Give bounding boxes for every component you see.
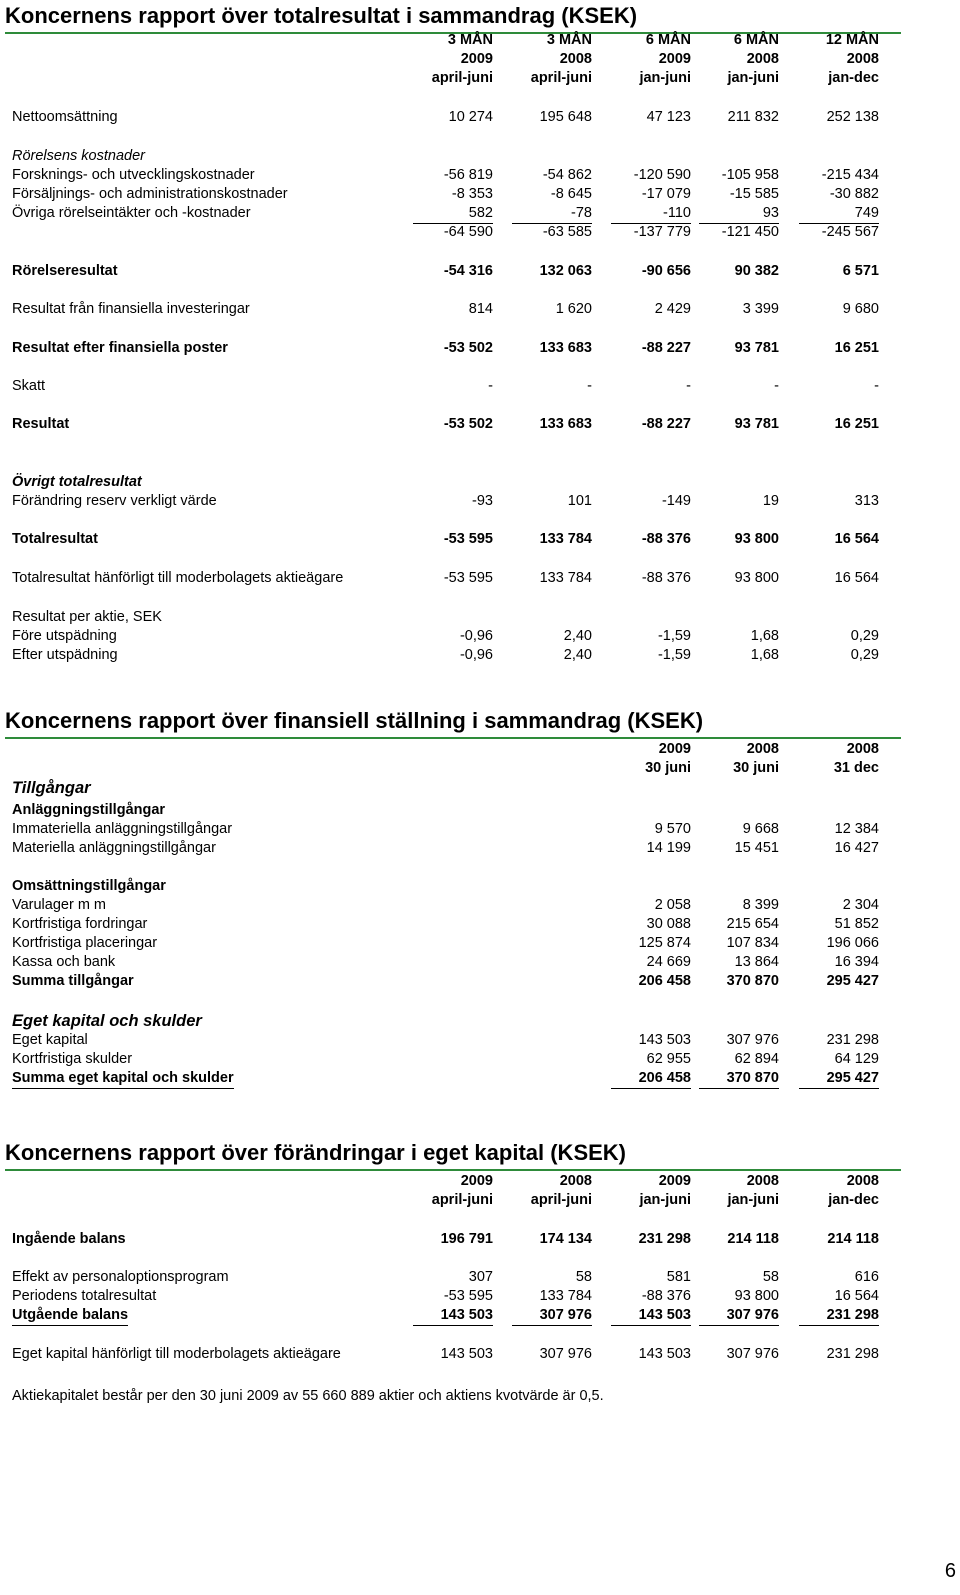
equity-row-value: 58	[575, 1269, 592, 1285]
income-row-value: 133 784	[539, 570, 592, 586]
income-row-value: 93	[699, 204, 779, 224]
income-row-value: -0,96	[459, 628, 493, 644]
income-row-label: Resultat efter finansiella poster	[12, 340, 228, 356]
balance-row-value: 2 304	[842, 897, 879, 913]
balance-row-value: 51 852	[834, 916, 879, 932]
income-row-value: -64 590	[443, 224, 493, 240]
balance-row	[12, 953, 894, 972]
income-row-value: 16 251	[834, 416, 879, 432]
income-row	[12, 204, 894, 223]
income-row-value: -245 567	[821, 224, 879, 240]
equity-row-value: 231 298	[826, 1346, 879, 1362]
equity-row-value: 143 503	[611, 1306, 691, 1326]
income-row-value: -93	[472, 493, 493, 509]
equity-header-cell: april-juni	[530, 1192, 592, 1208]
balance-title-rule	[5, 737, 901, 739]
balance-row	[12, 779, 894, 798]
income-row-label: Rörelsens kostnader	[12, 148, 145, 164]
income-header-cell: jan-dec	[828, 70, 879, 86]
income-row-value: 93 781	[734, 340, 779, 356]
balance-header-row	[12, 759, 894, 778]
equity-header-cell: 2009	[460, 1173, 493, 1189]
equity-row-value: 581	[666, 1269, 691, 1285]
balance-header-cell: 2008	[846, 741, 879, 757]
balance-row-value: 206 458	[611, 1069, 691, 1089]
balance-row-label: Tillgångar	[12, 779, 91, 797]
income-row-value: -88 376	[641, 531, 691, 547]
income-row-value: -105 958	[721, 167, 779, 183]
balance-row-value: 2 058	[654, 897, 691, 913]
income-row	[12, 185, 894, 204]
income-row-value: -17 079	[641, 186, 691, 202]
equity-row-value: 143 503	[440, 1346, 493, 1362]
income-row-value: -53 502	[443, 416, 493, 432]
income-row-value: 19	[762, 493, 779, 509]
income-row-value: 1 620	[555, 301, 592, 317]
balance-row-value: 64 129	[834, 1051, 879, 1067]
income-row-value: -53 502	[443, 340, 493, 356]
balance-row-value: 30 088	[646, 916, 691, 932]
income-header-row	[12, 31, 894, 50]
income-row	[12, 415, 894, 434]
equity-row-label: Effekt av personaloptionsprogram	[12, 1269, 229, 1285]
income-row-value: 582	[413, 204, 493, 224]
income-row-value: -121 450	[721, 224, 779, 240]
balance-row-value: 215 654	[726, 916, 779, 932]
income-row-value: 0,29	[850, 628, 879, 644]
equity-row-value: 174 134	[539, 1231, 592, 1247]
equity-header-cell: 2009	[658, 1173, 691, 1189]
balance-row	[12, 820, 894, 839]
income-row-value: 90 382	[734, 263, 779, 279]
income-header-cell: 2008	[559, 51, 592, 67]
income-row-value: -78	[512, 204, 592, 224]
balance-row-value: 14 199	[646, 840, 691, 856]
income-row-value: 16 251	[834, 340, 879, 356]
equity-row-value: 133 784	[539, 1288, 592, 1304]
balance-header-cell: 31 dec	[833, 760, 879, 776]
balance-row-value: 143 503	[638, 1032, 691, 1048]
balance-row	[12, 877, 894, 896]
balance-row-label: Kortfristiga placeringar	[12, 935, 158, 951]
income-row	[12, 492, 894, 511]
equity-row-value: 214 118	[727, 1231, 779, 1247]
balance-row-label: Kassa och bank	[12, 954, 116, 970]
income-row-value: -0,96	[459, 647, 493, 663]
balance-row-value: 16 427	[834, 840, 879, 856]
income-row-value: -54 316	[443, 263, 493, 279]
income-row-value: -15 585	[729, 186, 779, 202]
balance-row	[12, 972, 894, 991]
income-row-value: -120 590	[633, 167, 691, 183]
income-row-label: Skatt	[12, 378, 46, 394]
balance-row-label: Kortfristiga fordringar	[12, 916, 148, 932]
income-row-value: 252 138	[826, 109, 879, 125]
income-row-value: 749	[799, 204, 879, 224]
income-row-value: 101	[567, 493, 592, 509]
balance-row-value: 62 894	[734, 1051, 779, 1067]
income-row-value: -215 434	[821, 167, 879, 183]
equity-header-cell: jan-dec	[828, 1192, 879, 1208]
equity-header-cell: 2008	[746, 1173, 779, 1189]
income-header-cell: 2008	[746, 51, 779, 67]
income-row	[12, 530, 894, 549]
equity-header-cell: 2008	[559, 1173, 592, 1189]
balance-row-value: 295 427	[826, 973, 879, 989]
income-row-value: -56 819	[443, 167, 493, 183]
income-row	[12, 339, 894, 358]
income-row	[12, 473, 894, 492]
income-statement-title: Koncernens rapport över totalresultat i sammandrag (KSEK)	[5, 3, 638, 28]
income-row-value: -	[774, 378, 779, 394]
balance-row-label: Summa tillgångar	[12, 973, 134, 989]
income-row	[12, 627, 909, 646]
equity-row	[12, 1287, 894, 1306]
income-row-value: -8 353	[451, 186, 493, 202]
income-row-value: 3 399	[742, 301, 779, 317]
income-row-value: -	[587, 378, 592, 394]
balance-row-label: Summa eget kapital och skulder	[12, 1069, 234, 1089]
balance-row-value: 24 669	[646, 954, 691, 970]
equity-row	[12, 1268, 894, 1287]
income-row	[12, 262, 894, 281]
equity-row-value: 58	[762, 1269, 779, 1285]
balance-row	[12, 896, 894, 915]
income-row-value: 0,29	[850, 647, 879, 663]
income-row-value: 2,40	[563, 628, 592, 644]
income-row-label: Rörelseresultat	[12, 263, 118, 279]
income-row-value: 6 571	[842, 263, 879, 279]
balance-row-value: 13 864	[734, 954, 779, 970]
equity-row-value: 307 976	[512, 1306, 592, 1326]
equity-row-value: 231 298	[638, 1231, 691, 1247]
income-row-label: Förändring reserv verkligt värde	[12, 493, 217, 509]
income-row-value: -	[488, 378, 493, 394]
income-header-cell: jan-juni	[727, 70, 779, 86]
income-row-label: Resultat per aktie, SEK	[12, 609, 162, 625]
equity-row	[12, 1230, 894, 1249]
income-row-value: -	[686, 378, 691, 394]
equity-header-row	[12, 1172, 894, 1191]
balance-header-cell: 30 juni	[733, 760, 779, 776]
equity-row-value: 196 791	[440, 1231, 493, 1247]
income-row-value: 10 274	[448, 109, 493, 125]
income-row-value: -88 376	[641, 570, 691, 586]
income-row	[12, 608, 894, 627]
income-row-value: -	[874, 378, 879, 394]
balance-row-value: 62 955	[646, 1051, 691, 1067]
income-header-cell: 12 MÅN	[825, 32, 879, 48]
income-row-value: 1,68	[750, 647, 779, 663]
equity-row-value: 16 564	[834, 1288, 879, 1304]
equity-row-label: Periodens totalresultat	[12, 1288, 157, 1304]
income-row-value: -1,59	[657, 647, 691, 663]
income-row-value: -90 656	[641, 263, 691, 279]
income-row	[12, 300, 894, 319]
balance-row	[12, 801, 894, 820]
income-row-value: 195 648	[539, 109, 592, 125]
income-row-value: -88 227	[641, 416, 691, 432]
balance-row-value: 370 870	[726, 973, 779, 989]
income-row-value: 16 564	[834, 570, 879, 586]
equity-row-value: 143 503	[638, 1346, 691, 1362]
equity-header-row	[12, 1191, 894, 1210]
balance-sheet-title: Koncernens rapport över finansiell ställning i sammandrag (KSEK)	[5, 708, 704, 733]
page-number: 6	[944, 1560, 956, 1582]
equity-row-value: 143 503	[413, 1306, 493, 1326]
equity-row-value: 616	[854, 1269, 879, 1285]
income-row-value: -63 585	[542, 224, 592, 240]
income-row-value: 133 683	[539, 416, 592, 432]
income-row-value: -88 227	[641, 340, 691, 356]
income-row-label: Övriga rörelseintäkter och -kostnader	[12, 205, 251, 221]
income-row-value: 93 800	[734, 531, 779, 547]
balance-row-value: 307 976	[726, 1032, 779, 1048]
equity-header-cell: april-juni	[431, 1192, 493, 1208]
income-row-label: Totalresultat	[12, 531, 98, 547]
income-row-value: -53 595	[443, 531, 493, 547]
balance-row-value: 16 394	[834, 954, 879, 970]
income-row-value: 313	[854, 493, 879, 509]
balance-row	[12, 1069, 894, 1088]
equity-row-value: 231 298	[799, 1306, 879, 1326]
balance-row	[12, 1031, 894, 1050]
balance-row	[12, 915, 894, 934]
equity-row	[12, 1306, 894, 1325]
income-row-label: Forsknings- och utvecklingskostnader	[12, 167, 255, 183]
income-row-value: 16 564	[834, 531, 879, 547]
income-row	[12, 646, 909, 665]
income-row-value: 9 680	[842, 301, 879, 317]
income-row-value: 93 781	[734, 416, 779, 432]
income-row-value: -1,59	[657, 628, 691, 644]
income-header-cell: jan-juni	[639, 70, 691, 86]
balance-row-label: Anläggningstillgångar	[12, 802, 166, 818]
equity-row-value: 307 976	[726, 1346, 779, 1362]
balance-header-cell: 2008	[746, 741, 779, 757]
income-row	[12, 377, 894, 396]
income-header-cell: april-juni	[431, 70, 493, 86]
income-row-value: -110	[611, 204, 691, 224]
income-row-value: 47 123	[646, 109, 691, 125]
income-row	[12, 223, 894, 242]
income-row-value: -53 595	[443, 570, 493, 586]
balance-row-label: Omsättningstillgångar	[12, 878, 166, 894]
income-row-label: Övrigt totalresultat	[12, 474, 142, 490]
equity-row-label: Eget kapital hänförligt till moderbolagets aktieägare	[12, 1346, 341, 1362]
income-row-label: Resultat	[12, 416, 70, 432]
balance-row-label: Kortfristiga skulder	[12, 1051, 133, 1067]
balance-row-value: 8 399	[742, 897, 779, 913]
equity-row-value: -53 595	[443, 1288, 493, 1304]
income-row-label: Nettoomsättning	[12, 109, 118, 125]
equity-row-value: 307 976	[539, 1346, 592, 1362]
balance-row-label: Materiella anläggningstillgångar	[12, 840, 216, 856]
equity-row-value: 214 118	[827, 1231, 879, 1247]
balance-row-value: 206 458	[638, 973, 691, 989]
equity-row	[12, 1345, 894, 1364]
balance-row-value: 231 298	[826, 1032, 879, 1048]
balance-row-value: 125 874	[638, 935, 691, 951]
income-row-value: 2,40	[563, 647, 592, 663]
equity-row-label: Utgående balans	[12, 1306, 128, 1326]
income-header-cell: 2008	[846, 51, 879, 67]
equity-row-value: -88 376	[641, 1288, 691, 1304]
income-row-value: -137 779	[633, 224, 691, 240]
income-row	[12, 147, 894, 166]
equity-header-cell: jan-juni	[727, 1192, 779, 1208]
balance-row-label: Immateriella anläggningstillgångar	[12, 821, 233, 837]
income-row-value: 132 063	[539, 263, 592, 279]
equity-row-value: 93 800	[734, 1288, 779, 1304]
balance-row	[12, 934, 894, 953]
income-row-label: Resultat från finansiella investeringar	[12, 301, 250, 317]
balance-row	[12, 1012, 894, 1031]
balance-row-value: 9 668	[742, 821, 779, 837]
income-row-label: Före utspädning	[12, 628, 117, 644]
equity-row-label: Ingående balans	[12, 1231, 126, 1247]
income-header-cell: 2009	[460, 51, 493, 67]
income-row-value: 2 429	[654, 301, 691, 317]
income-row	[12, 569, 894, 588]
equity-statement-title: Koncernens rapport över förändringar i eget kapital (KSEK)	[5, 1140, 627, 1165]
equity-footnote: Aktiekapitalet består per den 30 juni 2009 av 55 660 889 aktier och aktiens kvotvärde är 0,5.	[12, 1388, 604, 1404]
income-row-value: 814	[468, 301, 493, 317]
balance-header-cell: 30 juni	[645, 760, 691, 776]
balance-header-cell: 2009	[658, 741, 691, 757]
income-row-label: Totalresultat hänförligt till moderbolagets aktieägare	[12, 570, 344, 586]
balance-row	[12, 839, 894, 858]
balance-row-value: 370 870	[699, 1069, 779, 1089]
income-row-value: -54 862	[542, 167, 592, 183]
income-header-cell: 3 MÅN	[447, 32, 493, 48]
balance-header-row	[12, 740, 894, 759]
income-row-label: Försäljnings- och administrationskostnader	[12, 186, 288, 202]
income-header-row	[12, 50, 894, 69]
balance-row-value: 295 427	[799, 1069, 879, 1089]
equity-row-value: 307	[468, 1269, 493, 1285]
equity-header-cell: jan-juni	[639, 1192, 691, 1208]
balance-row-value: 12 384	[834, 821, 879, 837]
balance-row	[12, 1050, 894, 1069]
income-header-row	[12, 69, 894, 88]
equity-header-cell: 2008	[846, 1173, 879, 1189]
balance-row-label: Eget kapital	[12, 1032, 88, 1048]
income-row-value: 93 800	[734, 570, 779, 586]
balance-row-value: 107 834	[726, 935, 779, 951]
income-row-value: 211 832	[727, 109, 779, 125]
income-header-cell: april-juni	[530, 70, 592, 86]
equity-title-rule	[5, 1169, 901, 1171]
income-header-cell: 6 MÅN	[733, 32, 779, 48]
balance-row-value: 196 066	[826, 935, 879, 951]
income-row-value: 133 784	[539, 531, 592, 547]
income-row-value: -30 882	[829, 186, 879, 202]
income-row-label: Efter utspädning	[12, 647, 118, 663]
balance-row-value: 15 451	[734, 840, 779, 856]
income-row-value: 133 683	[539, 340, 592, 356]
income-header-cell: 6 MÅN	[645, 32, 691, 48]
income-header-cell: 2009	[658, 51, 691, 67]
income-row	[12, 166, 894, 185]
income-header-cell: 3 MÅN	[546, 32, 592, 48]
income-row-value: 1,68	[750, 628, 779, 644]
balance-row-label: Varulager m m	[12, 897, 107, 913]
income-row-value: -8 645	[550, 186, 592, 202]
balance-row-value: 9 570	[654, 821, 691, 837]
equity-row-value: 307 976	[699, 1306, 779, 1326]
balance-row-label: Eget kapital och skulder	[12, 1012, 202, 1030]
income-row-value: -149	[661, 493, 691, 509]
income-row	[12, 108, 894, 127]
